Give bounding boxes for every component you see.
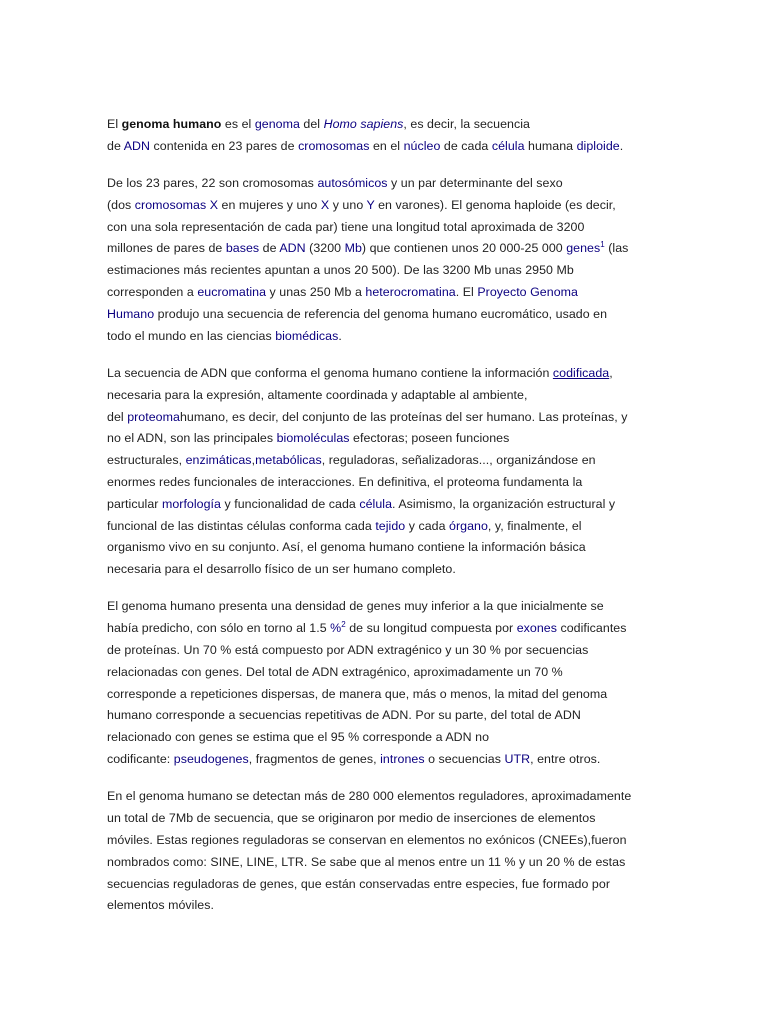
paragraph <box>107 114 667 158</box>
wiki-link[interactable]: Humano <box>107 306 155 321</box>
body-text: , es decir, la secuencia <box>403 117 530 131</box>
wiki-link[interactable]: metabólicas <box>255 453 322 468</box>
body-text: . <box>338 328 342 343</box>
body-text: . Asimismo, la organización estructural y <box>392 496 616 511</box>
wiki-link[interactable]: célula <box>359 496 393 511</box>
body-text: corresponde a repeticiones dispersas, de manera que, más o menos, la mitad del genoma <box>107 686 608 701</box>
body-text: (dos <box>107 197 135 212</box>
body-text: en mujeres y uno <box>218 197 321 212</box>
body-text: , fragmentos de genes, <box>248 752 381 767</box>
document-body <box>107 114 667 933</box>
body-text: funcional de las distintas células conforma cada <box>107 518 376 533</box>
body-text: El <box>107 117 122 131</box>
footnote-reference-link[interactable]: 1 <box>600 240 605 250</box>
body-text: de <box>107 138 124 153</box>
body-text: de <box>259 241 280 256</box>
wiki-link[interactable]: órgano <box>449 518 488 533</box>
body-text: (3200 <box>305 241 345 256</box>
body-text: produjo una secuencia de referencia del genoma humano eucromático, usado en <box>154 306 608 321</box>
body-text: humano corresponde a secuencias repetitivas de ADN. Por su parte, del total de ADN <box>107 708 581 723</box>
body-text: millones de pares de <box>107 241 226 256</box>
body-text: y unas 250 Mb a <box>266 285 366 300</box>
body-text: había predicho, con sólo en torno al 1.5 <box>107 621 331 636</box>
wiki-link[interactable]: biomédicas <box>275 328 339 343</box>
body-text: necesaria para el desarrollo físico de un ser humano completo. <box>107 562 456 577</box>
body-text: , entre otros. <box>530 752 601 767</box>
wiki-link[interactable]: codificada <box>552 365 610 380</box>
body-text: elementos móviles. <box>107 898 214 913</box>
wiki-link[interactable]: X <box>320 197 330 212</box>
body-text: particular <box>107 496 162 511</box>
body-text: secuencias reguladoras de genes, que están conservadas entre especies, fue formado por <box>107 876 610 891</box>
body-text: y un par determinante del sexo <box>387 176 563 191</box>
body-text: El genoma humano presenta una densidad de genes muy inferior a la que inicialmente se <box>107 599 604 614</box>
paragraph <box>107 596 667 770</box>
wiki-link[interactable]: Proyecto Genoma <box>477 285 578 300</box>
wiki-link[interactable]: pseudogenes <box>173 752 249 767</box>
body-text: en el <box>369 138 404 153</box>
body-text: todo el mundo en las ciencias <box>107 328 276 343</box>
body-text: , <box>251 453 256 468</box>
wiki-link[interactable]: proteoma <box>127 409 180 424</box>
body-text: efectoras; poseen funciones <box>349 431 510 446</box>
wiki-link[interactable]: % <box>330 621 342 636</box>
wiki-link[interactable]: núcleo <box>403 138 441 153</box>
body-text: . <box>619 138 624 153</box>
wiki-link[interactable]: enzimáticas <box>185 453 252 468</box>
wiki-link[interactable]: biomoléculas <box>276 431 350 446</box>
wiki-link[interactable]: ADN <box>279 241 306 256</box>
wiki-link[interactable]: bases <box>225 241 260 256</box>
wiki-link[interactable]: morfología <box>161 496 221 511</box>
wiki-link[interactable]: eucromatina <box>197 285 267 300</box>
body-text: , <box>609 365 613 380</box>
body-text: relacionadas con genes. Del total de ADN extragénico, aproximadamente un 70 % <box>107 664 563 679</box>
wiki-link[interactable]: Homo sapiens <box>323 117 404 131</box>
wiki-link[interactable]: intrones <box>380 752 425 767</box>
body-text: un total de 7Mb de secuencia, que se originaron por medio de inserciones de elementos <box>107 811 596 826</box>
body-text: y uno <box>329 197 367 212</box>
wiki-link[interactable]: diploide <box>576 138 620 153</box>
body-text: (las <box>604 241 629 256</box>
body-text: no el ADN, son las principales <box>107 431 277 446</box>
bold-term: genoma humano <box>121 117 222 131</box>
body-text: nombrados como: SINE, LINE, LTR. Se sabe que al menos entre un 11 % y un 20 % de estas <box>107 854 626 869</box>
wiki-link[interactable]: Mb <box>344 241 362 256</box>
body-text: organismo vivo en su conjunto. Así, el genoma humano contiene la información básica <box>107 540 586 555</box>
body-text: necesaria para la expresión, altamente coordinada y adaptable al ambiente, <box>107 387 528 402</box>
body-text: es el <box>221 117 255 131</box>
body-text: corresponden a <box>107 285 198 300</box>
body-text: estructurales, <box>107 453 186 468</box>
wiki-link[interactable]: UTR <box>504 752 531 767</box>
footnote-reference-link[interactable]: 2 <box>341 620 346 630</box>
body-text: del <box>107 409 128 424</box>
paragraph <box>107 786 667 917</box>
wiki-link[interactable]: autosómicos <box>317 176 388 191</box>
body-text: codificante: <box>107 752 174 767</box>
body-text: móviles. Estas regiones reguladoras se conservan en elementos no exónicos (CNEEs),fueron <box>107 832 627 847</box>
paragraph <box>107 173 667 347</box>
body-text: De los 23 pares, 22 son cromosomas <box>107 176 318 191</box>
body-text: de cada <box>440 138 492 153</box>
body-text: de proteínas. Un 70 % está compuesto por ADN extragénico y un 30 % por secuencias <box>107 643 589 658</box>
body-text: codificantes <box>556 621 627 636</box>
body-text: o secuencias <box>424 752 505 767</box>
wiki-link[interactable]: genes <box>566 241 601 256</box>
body-text: ) que contienen unos 20 000-25 000 <box>361 241 567 256</box>
body-text: y funcionalidad de cada <box>221 496 360 511</box>
body-text: humana <box>524 138 577 153</box>
body-text: , y, finalmente, el <box>487 518 582 533</box>
wiki-link[interactable]: cromosomas <box>298 138 370 153</box>
body-text: con una sola representación de cada par) tiene una longitud total aproximada de 3200 <box>107 219 585 234</box>
body-text: , reguladoras, señalizadoras..., organizándose en <box>321 453 596 468</box>
body-text: humano, es decir, del conjunto de las proteínas del ser humano. Las proteínas, y <box>179 409 628 424</box>
wiki-link[interactable]: heterocromatina <box>365 285 456 300</box>
body-text: y cada <box>405 518 450 533</box>
body-text: de su longitud compuesta por <box>345 621 517 636</box>
body-text: La secuencia de ADN que conforma el genoma humano contiene la información <box>107 365 553 380</box>
wiki-link[interactable]: ADN <box>123 138 151 153</box>
body-text: en varones). El genoma haploide (es decir, <box>374 197 616 212</box>
body-text: enormes redes funcionales de interacciones. En definitiva, el proteoma fundamenta la <box>107 474 583 489</box>
body-text: contenida en 23 pares de <box>150 138 299 153</box>
wiki-link[interactable]: exones <box>516 621 557 636</box>
paragraph <box>107 363 667 581</box>
wiki-link[interactable]: genoma <box>254 117 300 131</box>
body-text: relacionado con genes se estima que el 95 % corresponde a ADN no <box>107 730 490 745</box>
wiki-link[interactable]: tejido <box>375 518 406 533</box>
body-text: estimaciones más recientes apuntan a unos 20 500). De las 3200 Mb unas 2950 Mb <box>107 263 574 278</box>
wiki-link[interactable]: cromosomas X <box>134 197 219 212</box>
body-text: En el genoma humano se detectan más de 280 000 elementos reguladores, aproximadamente <box>107 789 632 804</box>
wiki-link[interactable]: Y <box>366 197 375 212</box>
body-text: . El <box>455 285 478 300</box>
body-text: del <box>299 117 324 131</box>
wiki-link[interactable]: célula <box>491 138 525 153</box>
